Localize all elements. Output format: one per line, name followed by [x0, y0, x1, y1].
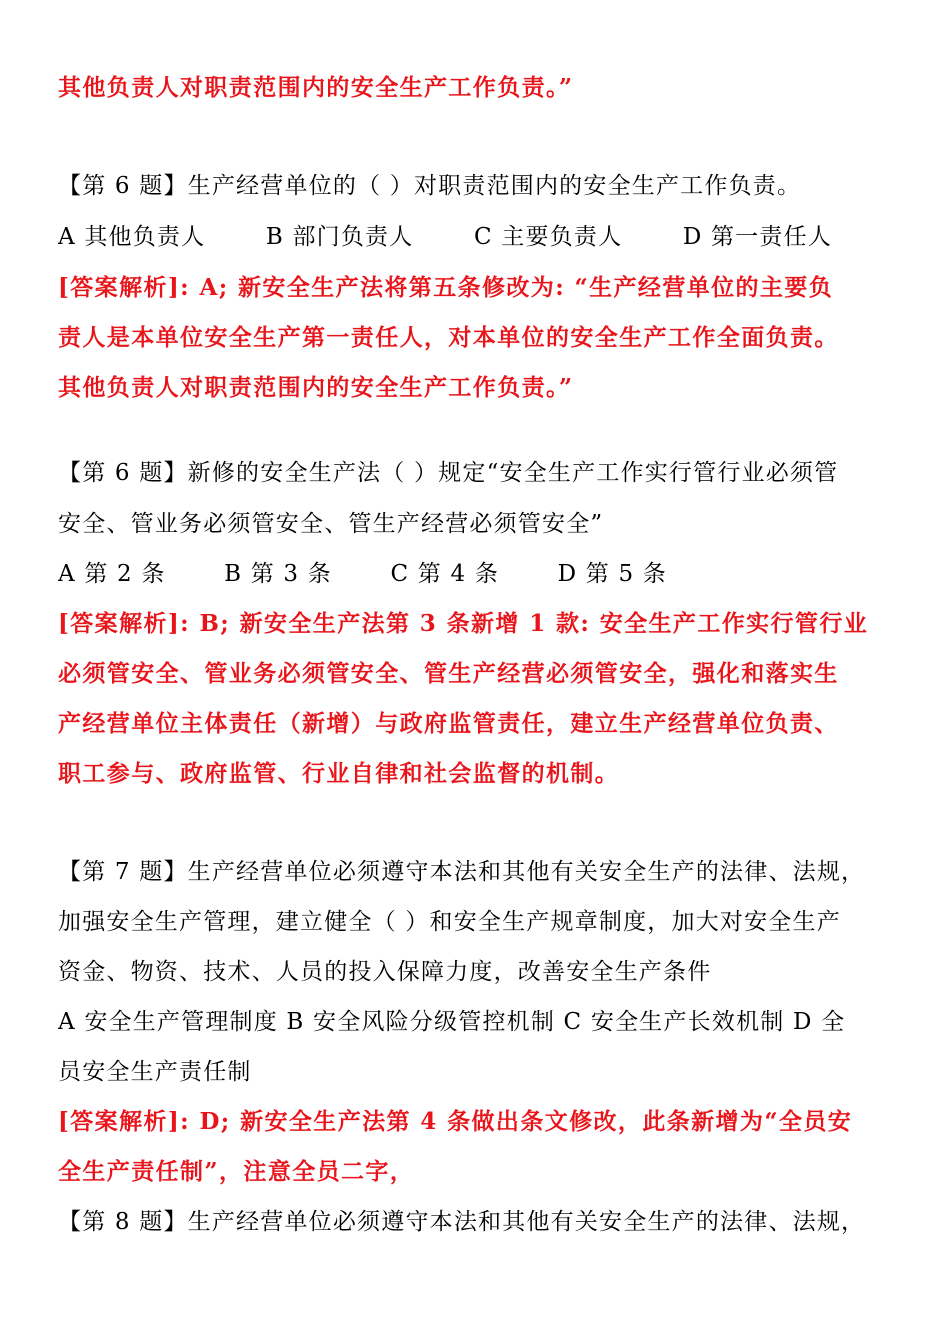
option-d: D 第一责任人: [682, 224, 832, 250]
question-7-stem-line-1: 【第 7 题】生产经营单位必须遵守本法和其他有关安全生产的法律、法规，: [58, 859, 866, 885]
question-8-stem-line-1: 【第 8 题】生产经营单位必须遵守本法和其他有关安全生产的法律、法规，: [58, 1209, 866, 1235]
question-7-options-line-2: 员安全生产责任制: [58, 1059, 252, 1085]
question-6a-options: [58, 217, 898, 257]
question-7-answer-line-2: 全生产责任制”，注意全员二字，: [58, 1158, 415, 1185]
question-6b-answer-line-1: [答案解析]: B; 新安全生产法第 3 条新增 1 款: 安全生产工作实行管行业: [58, 610, 869, 637]
question-6b-options: [58, 554, 898, 594]
question-7-answer-line-1: [答案解析]: D; 新安全生产法第 4 条做出条文修改，此条新增为“全员安: [58, 1108, 853, 1135]
option-c: C 主要负责人: [473, 224, 623, 250]
question-6a-answer-line-1: [答案解析]: A; 新安全生产法将第五条修改为: “生产经营单位的主要负: [58, 274, 834, 301]
question-6a-answer-line-3: 其他负责人对职责范围内的安全生产工作负责。”: [58, 374, 574, 401]
question-6b-answer-line-3: 产经营单位主体责任（新增）与政府监管责任，建立生产经营单位负责、: [58, 710, 839, 737]
option-b: B 部门负责人: [265, 224, 414, 250]
option-d: D 第 5 条: [557, 561, 667, 587]
option-a: A 第 2 条: [58, 561, 166, 587]
option-b: B 第 3 条: [224, 561, 332, 587]
question-7-options-line-1: A 安全生产管理制度 B 安全风险分级管控机制 C 安全生产长效机制 D 全: [58, 1009, 846, 1035]
question-6b-stem-line-1: 【第 6 题】新修的安全生产法（ ）规定“安全生产工作实行管行业必须管: [58, 460, 839, 486]
question-6a-answer-line-2: 责人是本单位安全生产第一责任人，对本单位的安全生产工作全面负责。: [58, 324, 839, 351]
answer-continuation-line: 其他负责人对职责范围内的安全生产工作负责。”: [58, 74, 574, 101]
option-c: C 第 4 条: [390, 561, 500, 587]
question-7-stem-line-2: 加强安全生产管理，建立健全（ ）和安全生产规章制度，加大对安全生产: [58, 909, 841, 935]
question-6b-stem-line-2: 安全、管业务必须管安全、管生产经营必须管安全”: [58, 511, 604, 537]
question-6a-stem: 【第 6 题】生产经营单位的（ ）对职责范围内的安全生产工作负责。: [58, 173, 802, 199]
question-7-stem-line-3: 资金、物资、技术、人员的投入保障力度，改善安全生产条件: [58, 959, 712, 985]
option-a: A 其他负责人: [58, 224, 206, 250]
question-6b-answer-line-2: 必须管安全、管业务必须管安全、管生产经营必须管安全，强化和落实生: [58, 660, 839, 687]
question-6b-answer-line-4: 职工参与、政府监管、行业自律和社会监督的机制。: [58, 760, 620, 787]
